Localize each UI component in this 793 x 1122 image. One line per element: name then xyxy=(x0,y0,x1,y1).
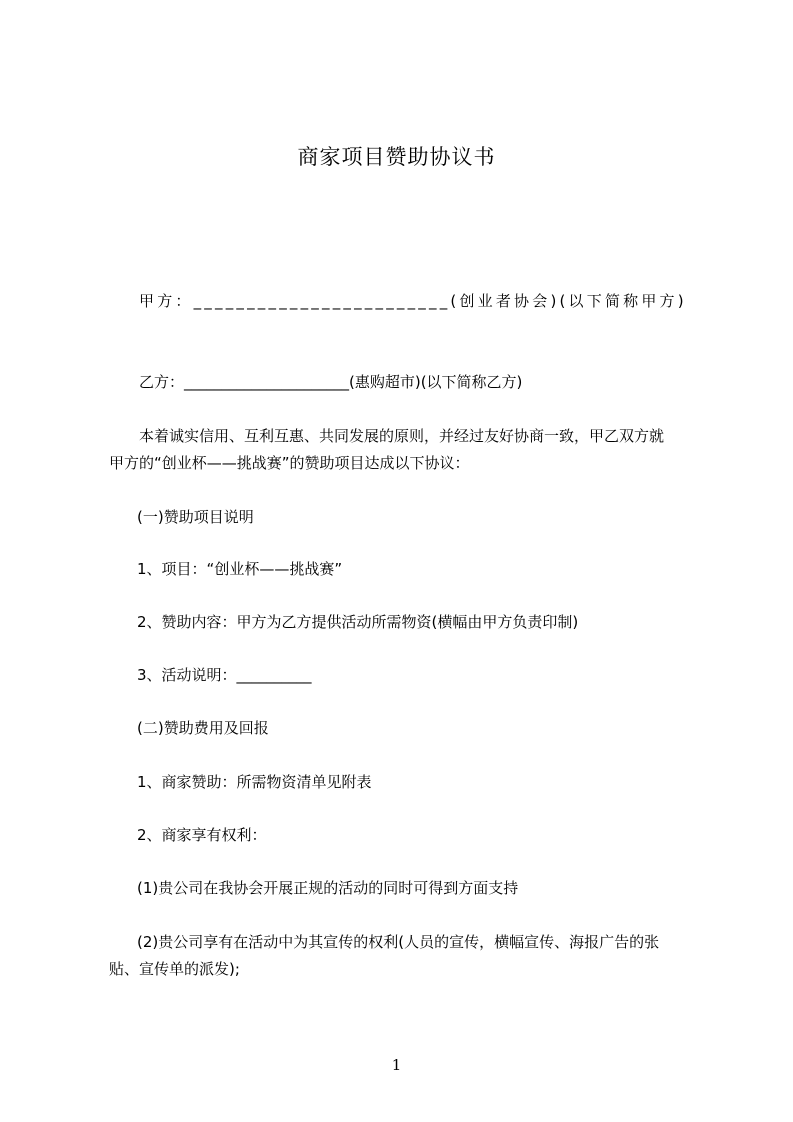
right-item-1: (1)贵公司在我协会开展正规的活动的同时可得到方面支持 xyxy=(137,879,519,897)
section-1-heading: (一)赞助项目说明 xyxy=(137,508,254,526)
section-2-heading: (二)赞助费用及回报 xyxy=(137,719,269,737)
intro-paragraph-line-2: 甲方的“创业杯——挑战赛”的赞助项目达成以下协议： xyxy=(109,454,470,472)
section-2-item-1: 1、商家赞助：所需物资清单见附表 xyxy=(137,773,372,791)
party-b-line: 乙方：______________________(惠购超市)(以下简称乙方) xyxy=(139,373,523,391)
section-1-item-2: 2、赞助内容：甲方为乙方提供活动所需物资(横幅由甲方负责印制) xyxy=(137,613,579,631)
intro-paragraph-line-1: 本着诚实信用、互利互惠、共同发展的原则，并经过友好协商一致，甲乙双方就 xyxy=(139,427,665,445)
page-number: 1 xyxy=(391,1056,402,1074)
section-1-item-1: 1、项目：“创业杯——挑战赛” xyxy=(137,560,343,578)
section-2-item-2: 2、商家享有权利： xyxy=(137,826,267,844)
right-item-2-line-1: (2)贵公司享有在活动中为其宣传的权利(人员的宣传，横幅宣传、海报广告的张 xyxy=(137,933,660,951)
right-item-2-line-2: 贴、宣传单的派发); xyxy=(109,960,240,978)
party-a-line: 甲方：________________________(创业者协会)(以下简称甲方) xyxy=(139,292,687,310)
section-1-item-3: 3、活动说明：__________ xyxy=(137,666,312,684)
document-title: 商家项目赞助协议书 xyxy=(297,145,496,169)
